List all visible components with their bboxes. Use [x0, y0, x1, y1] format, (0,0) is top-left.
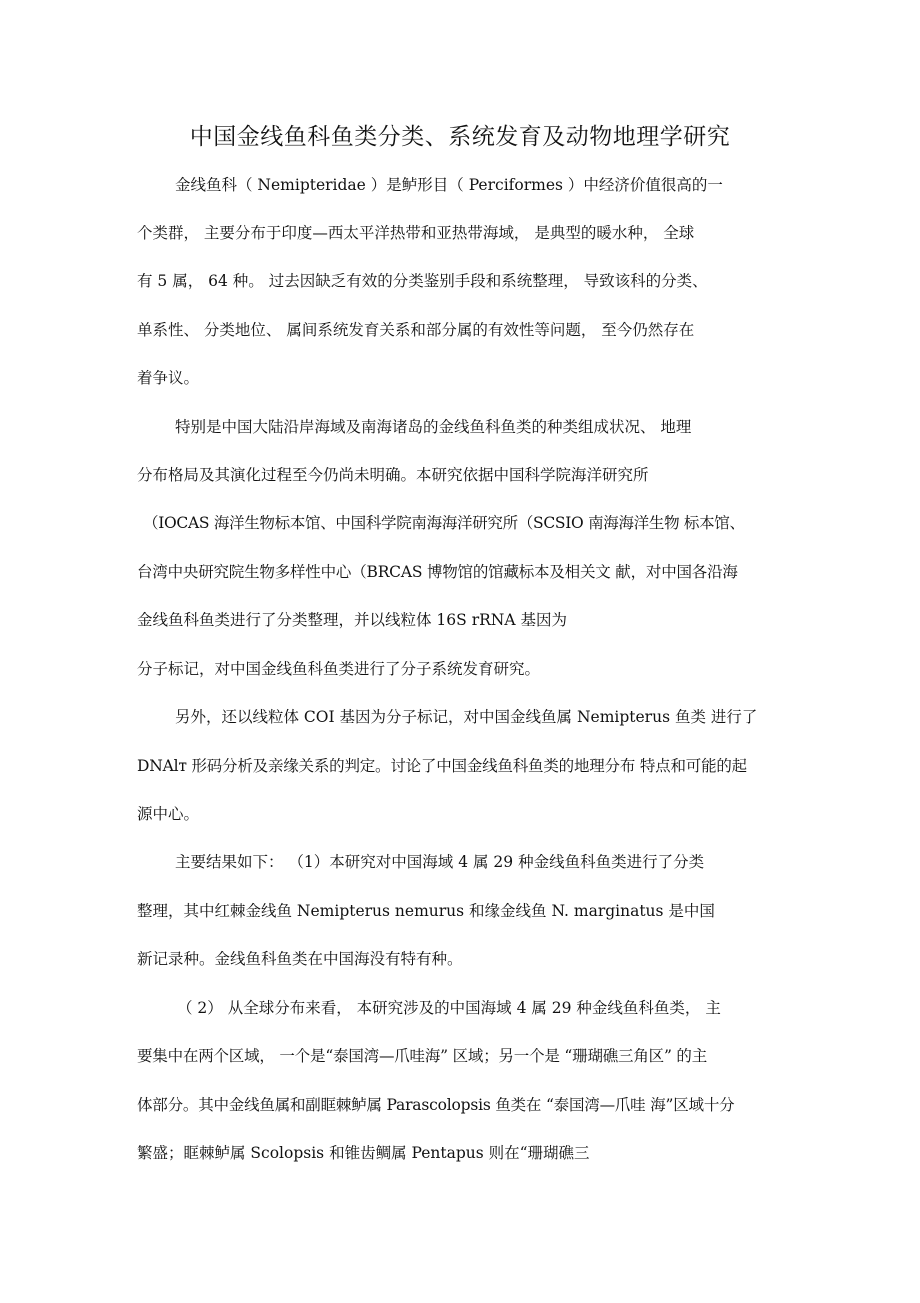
- text-line: 台湾中央研究院生物多样性中心（BRCAS 博物馆的馆藏标本及相关文 献，对中国各沿海: [137, 563, 738, 581]
- text-line: 主要结果如下： （1）本研究对中国海域 4 属 29 种金线鱼科鱼类进行了分类: [175, 853, 705, 871]
- text-line: 着争议。: [137, 369, 200, 387]
- text-line: 整理，其中红棘金线鱼 Nemipterus nemurus 和缘金线鱼 N. marginatus 是中国: [137, 902, 715, 920]
- text-line: 新记录种。金线鱼科鱼类在中国海没有特有种。: [137, 950, 463, 968]
- text-line: 另外，还以线粒体 COI 基因为分子标记，对中国金线鱼属 Nemipterus 鱼类 进行了: [175, 708, 758, 726]
- text-line: 个类群， 主要分布于印度—西太平洋热带和亚热带海域， 是典型的暖水种， 全球: [137, 224, 695, 242]
- text-line: 特别是中国大陆沿岸海域及南海诸岛的金线鱼科鱼类的种类组成状况、 地理: [175, 418, 692, 436]
- text-line: （ 2） 从全球分布来看， 本研究涉及的中国海域 4 属 29 种金线鱼科鱼类， 主: [177, 999, 721, 1017]
- text-line: 金线鱼科鱼类进行了分类整理，并以线粒体 16S rRNA 基因为: [137, 611, 567, 629]
- text-line: 源中心。: [137, 805, 200, 823]
- text-line: 分子标记，对中国金线鱼科鱼类进行了分子系统发育研究。: [137, 660, 541, 678]
- text-line: 分布格局及其演化过程至今仍尚未明确。本研究依据中国科学院海洋研究所: [137, 466, 649, 484]
- text-line: 有 5 属， 64 种。 过去因缺乏有效的分类鉴别手段和系统整理， 导致该科的分类、: [137, 272, 708, 290]
- text-line: 金线鱼科（ Nemipteridae ）是鲈形目（ Perciformes ）中经济价值很高的一: [175, 176, 723, 194]
- document-title: 中国金线鱼科鱼类分类、系统发育及动物地理学研究: [189, 124, 731, 150]
- text-line: 要集中在两个区域， 一个是“泰国湾—爪哇海” 区域；另一个是 “珊瑚礁三角区” 的主: [137, 1047, 708, 1065]
- text-line: 单系性、 分类地位、 属间系统发育关系和部分属的有效性等问题， 至今仍然存在: [137, 321, 695, 339]
- text-line: DNAlт 形码分析及亲缘关系的判定。讨论了中国金线鱼科鱼类的地理分布 特点和可能的起: [137, 757, 747, 775]
- text-line: 繁盛；眶棘鲈属 Scolopsis 和锥齿鲷属 Pentapus 则在“珊瑚礁三: [137, 1144, 590, 1162]
- text-line: 体部分。其中金线鱼属和副眶棘鲈属 Parascolopsis 鱼类在 “泰国湾—爪哇 海”区域十分: [137, 1096, 735, 1114]
- text-line: （IOCAS 海洋生物标本馆、中国科学院南海海洋研究所（SCSIO 南海海洋生物 标本馆、: [143, 514, 745, 532]
